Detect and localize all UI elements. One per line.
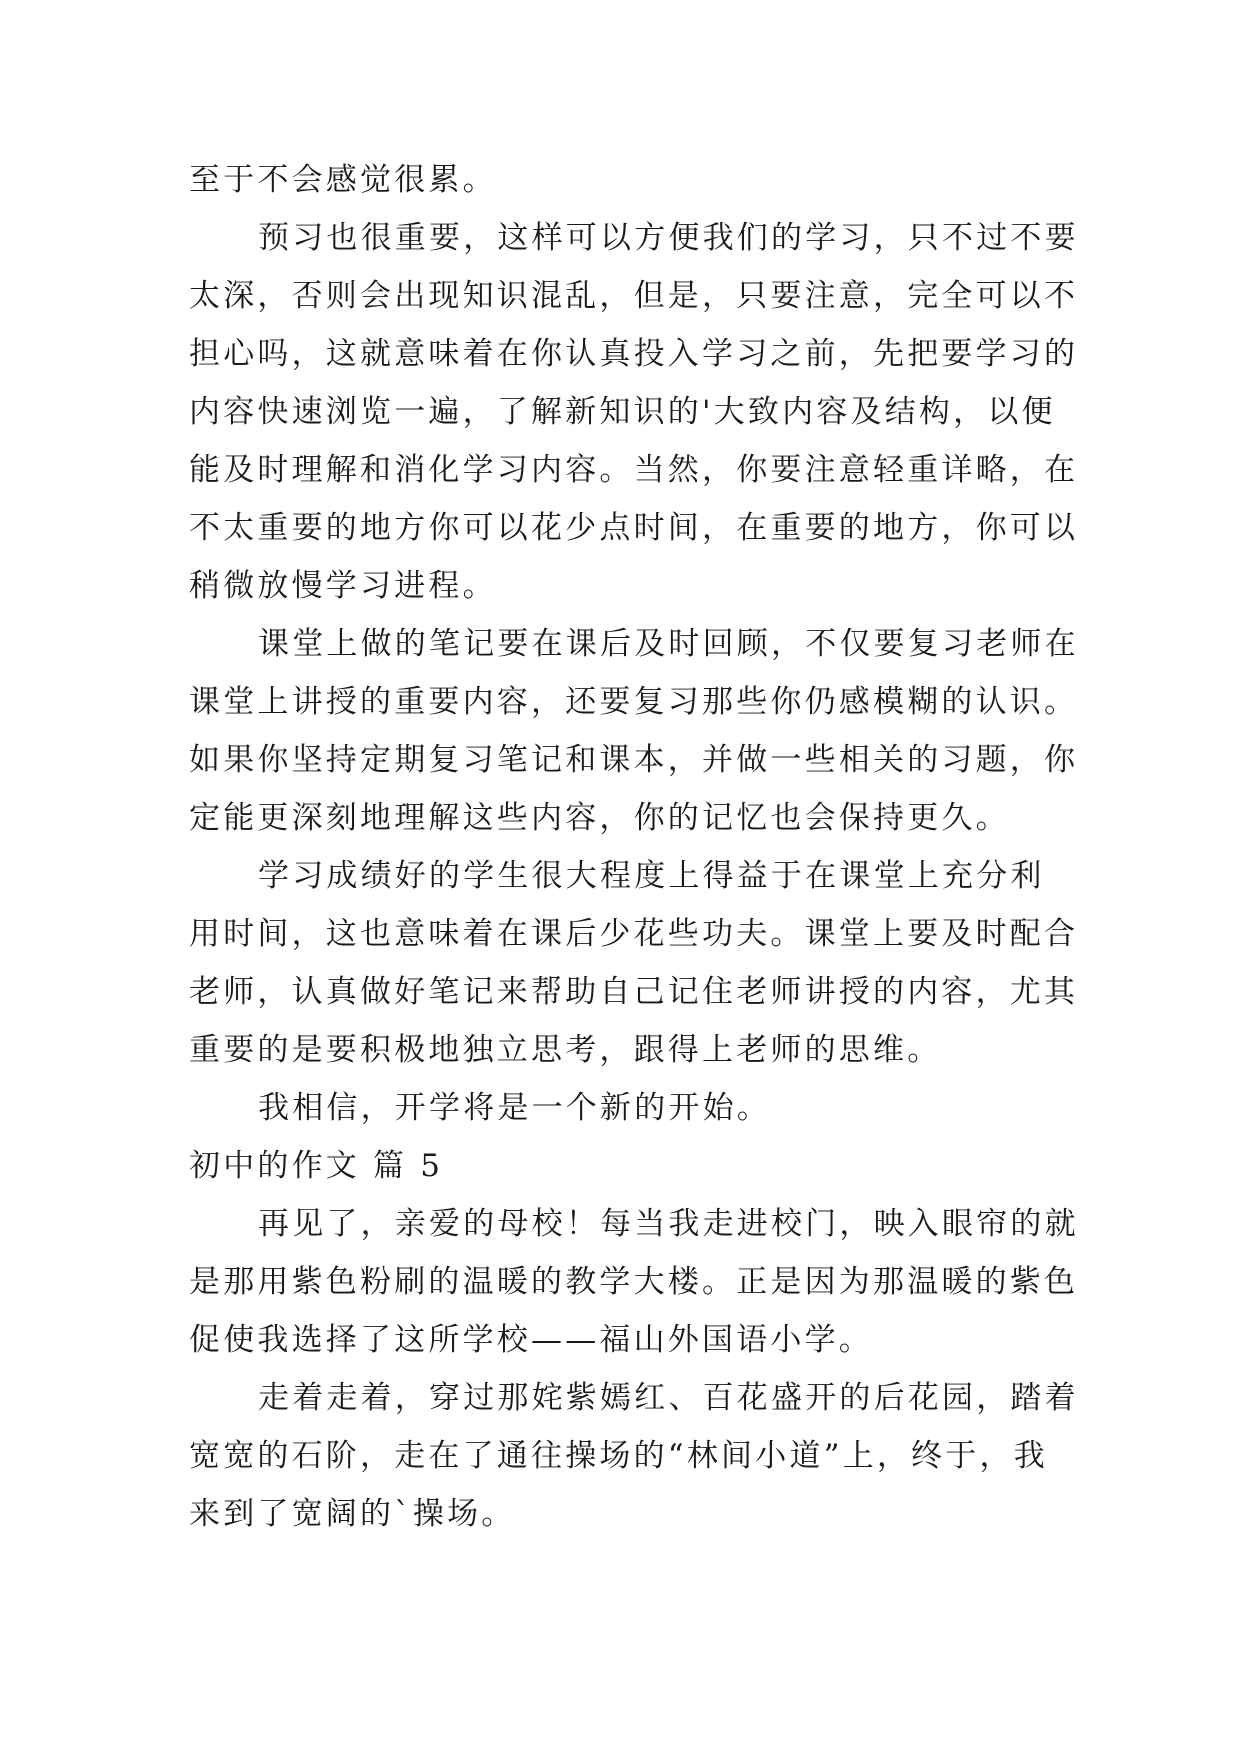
text-line: 促使我选择了这所学校——福山外国语小学。	[189, 1322, 873, 1358]
paragraph-start-line: 学习成绩好的学生很大程度上得益于在课堂上充分利	[258, 858, 1045, 894]
text-line: 老师，认真做好笔记来帮助自己记住老师讲授的内容，尤其	[189, 974, 1079, 1010]
text-line: 至于不会感觉很累。	[189, 162, 497, 198]
text-line: 担心吗，这就意味着在你认真投入学习之前，先把要学习的	[189, 336, 1079, 372]
text-line: 如果你坚持定期复习笔记和课本，并做一些相关的习题，你	[189, 742, 1079, 778]
text-line: 不太重要的地方你可以花少点时间，在重要的地方，你可以	[189, 510, 1079, 546]
paragraph-start-line: 走着走着，穿过那姹紫嫣红、百花盛开的后花园，踏着	[258, 1380, 1079, 1416]
paragraph-start-line: 再见了，亲爱的母校！每当我走进校门，映入眼帘的就	[258, 1206, 1079, 1242]
paragraph-start-line: 课堂上做的笔记要在课后及时回顾，不仅要复习老师在	[258, 626, 1079, 662]
text-line: 内容快速浏览一遍，了解新知识的'大致内容及结构，以便	[189, 394, 1056, 430]
paragraph-start-line: 预习也很重要，这样可以方便我们的学习，只不过不要	[258, 220, 1079, 256]
text-line: 能及时理解和消化学习内容。当然，你要注意轻重详略，在	[189, 452, 1079, 488]
text-line: 来到了宽阔的`操场。	[189, 1496, 516, 1532]
paragraph-start-line: 我相信，开学将是一个新的开始。	[258, 1090, 771, 1126]
text-line: 重要的是要积极地独立思考，跟得上老师的思维。	[189, 1032, 942, 1068]
text-line: 宽宽的石阶，走在了通往操场的“林间小道”上，终于，我	[189, 1438, 1048, 1474]
text-line: 是那用紫色粉刷的温暖的教学大楼。正是因为那温暖的紫色	[189, 1264, 1079, 1300]
text-line: 课堂上讲授的重要内容，还要复习那些你仍感模糊的认识。	[189, 684, 1079, 720]
text-line: 定能更深刻地理解这些内容，你的记忆也会保持更久。	[189, 800, 1010, 836]
text-line: 用时间，这也意味着在课后少花些功夫。课堂上要及时配合	[189, 916, 1079, 952]
section-heading: 初中的作文 篇 5	[189, 1148, 444, 1184]
text-line: 稍微放慢学习进程。	[189, 568, 497, 604]
text-line: 太深，否则会出现知识混乱，但是，只要注意，完全可以不	[189, 278, 1079, 314]
